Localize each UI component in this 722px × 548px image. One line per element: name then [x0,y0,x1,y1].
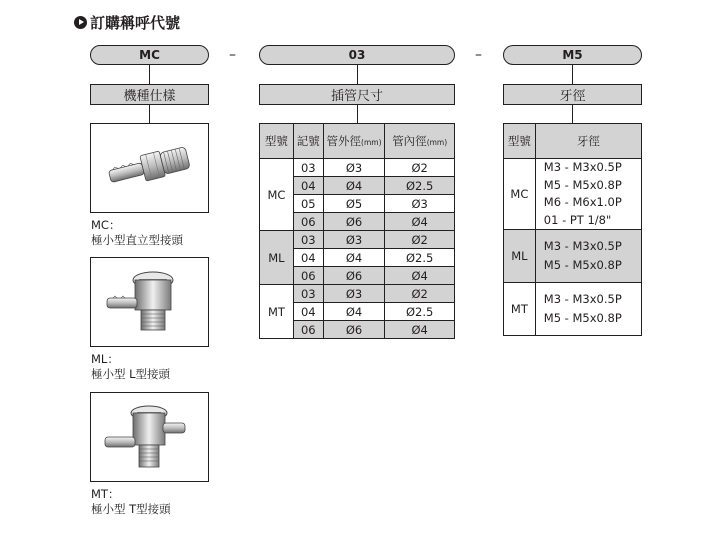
od-cell: Ø3 [323,231,385,249]
code-separator-2: – [475,47,482,63]
mt-fitting-image [90,392,209,482]
id-cell: Ø2.5 [385,303,455,321]
caption-mc-label: MC： [91,218,121,232]
connector-line [357,105,358,123]
thread-item: M5 - M5x0.8P [543,311,622,325]
od-cell: Ø4 [323,177,385,195]
od-cell: Ø4 [323,303,385,321]
od-cell: Ø5 [323,195,385,213]
caption-ml [91,352,170,382]
table-row [260,231,455,249]
od-cell: Ø6 [323,321,385,339]
id-cell: Ø4 [385,267,455,285]
thread-cell [535,230,641,283]
code-pill-thread: M5 [503,45,642,65]
model-cell: ML [260,231,294,285]
code-cell: 03 [293,231,323,249]
model-cell: MC [260,159,294,231]
header-tube: 插管尺寸 [259,84,455,105]
table-row [504,159,642,230]
code-pill-tube: 03 [259,45,455,65]
code-cell: 06 [293,267,323,285]
col-header-code: 記號 [293,124,323,159]
thread-item: 01 - PT 1/8" [543,212,612,227]
caption-mt [91,487,171,517]
od-cell: Ø3 [323,159,385,177]
thread-item: M5 - M5x0.8P [543,177,622,192]
tube-size-table [259,123,455,339]
od-cell: Ø3 [323,285,385,303]
play-circle-icon [74,16,87,29]
thread-item: M5 - M5x0.8P [543,258,622,272]
connector-line [149,65,150,85]
code-cell: 04 [293,177,323,195]
id-cell: Ø2.5 [385,177,455,195]
id-cell: Ø2 [385,285,455,303]
header-thread: 牙徑 [503,84,642,105]
model-cell: MT [260,285,294,339]
code-cell: 04 [293,303,323,321]
connector-line [572,105,573,123]
connector-line [357,65,358,85]
ml-fitting-image [90,257,209,347]
table-row [260,285,455,303]
table-row [504,230,642,283]
ml-fitting-icon [91,258,208,346]
thread-item: M3 - M3x0.5P [543,239,622,253]
caption-mt-label: MT： [91,487,120,501]
code-cell: 05 [293,195,323,213]
thread-cell [535,283,641,336]
col-header-thread: 牙徑 [535,124,641,159]
caption-ml-desc: 極小型 L型接頭 [91,367,171,381]
caption-mc [91,218,183,248]
thread-item: M3 - M3x0.5P [543,160,622,174]
header-model: 機種仕樣 [90,84,209,105]
model-cell: MC [504,159,536,230]
code-cell: 06 [293,321,323,339]
col-header-model: 型號 [260,124,294,159]
thread-item: M3 - M3x0.5P [543,292,622,306]
od-cell: Ø4 [323,249,385,267]
id-cell: Ø3 [385,195,455,213]
thread-cell [535,159,641,230]
mt-fitting-icon [91,393,208,481]
col-header-id: 管內徑(mm) [385,124,455,159]
thread-table [503,123,642,336]
table-row [260,159,455,177]
code-cell: 06 [293,213,323,231]
od-cell: Ø6 [323,267,385,285]
code-separator-1: – [229,47,236,63]
id-cell: Ø2 [385,159,455,177]
code-cell: 03 [293,159,323,177]
id-cell: Ø2.5 [385,249,455,267]
mc-fitting-icon [91,124,208,212]
code-cell: 03 [293,285,323,303]
id-cell: Ø4 [385,213,455,231]
model-cell: MT [504,283,536,336]
table-row [504,283,642,336]
id-cell: Ø4 [385,321,455,339]
mc-fitting-image [90,123,209,213]
model-cell: ML [504,230,536,283]
page-title [74,12,180,33]
code-pill-model: MC [90,45,209,65]
page-title-text: 訂購稱呼代號 [90,14,181,32]
connector-line [149,105,150,123]
id-cell: Ø2 [385,231,455,249]
col-header-od: 管外徑(mm) [323,124,385,159]
connector-line [572,65,573,85]
od-cell: Ø6 [323,213,385,231]
code-cell: 04 [293,249,323,267]
caption-mc-desc: 極小型直立型接頭 [91,233,183,247]
caption-mt-desc: 極小型 T型接頭 [91,502,171,516]
thread-item: M6 - M6x1.0P [543,195,622,209]
caption-ml-label: ML： [91,352,119,366]
col-header-model: 型號 [504,124,536,159]
